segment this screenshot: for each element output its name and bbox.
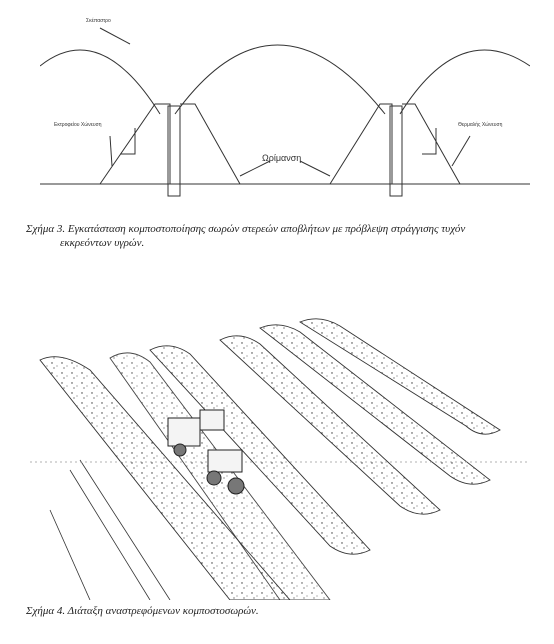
arch-left xyxy=(40,50,160,114)
figure-3-caption-line1: Σχήμα 3. Εγκατάσταση κομποστοποίησης σωρών στερεών αποβλήτων με πρόβλεψη στράγγισης τυχόν xyxy=(26,223,466,235)
arch-center xyxy=(175,45,385,114)
label-left-slope: Εκτροφείου Χώνευση xyxy=(54,122,102,128)
arch-right xyxy=(400,50,530,114)
label-right-slope: Θερμαλής Χώνευση xyxy=(458,122,503,128)
figure-3-caption xyxy=(26,222,526,250)
pile-right xyxy=(330,104,392,184)
figure-3-diagram xyxy=(40,6,530,216)
label-maturation: Ωρίμανση xyxy=(262,153,302,163)
figure-4-caption: Σχήμα 4. Διάταξη αναστρεφόμενων κομποστοσωρών. xyxy=(26,605,259,617)
figure-4-illustration xyxy=(30,310,530,600)
label-cover: Σκέπαστρο xyxy=(86,18,111,24)
figure-3-caption-line2: εκκρεόντων υγρών. xyxy=(60,237,145,249)
